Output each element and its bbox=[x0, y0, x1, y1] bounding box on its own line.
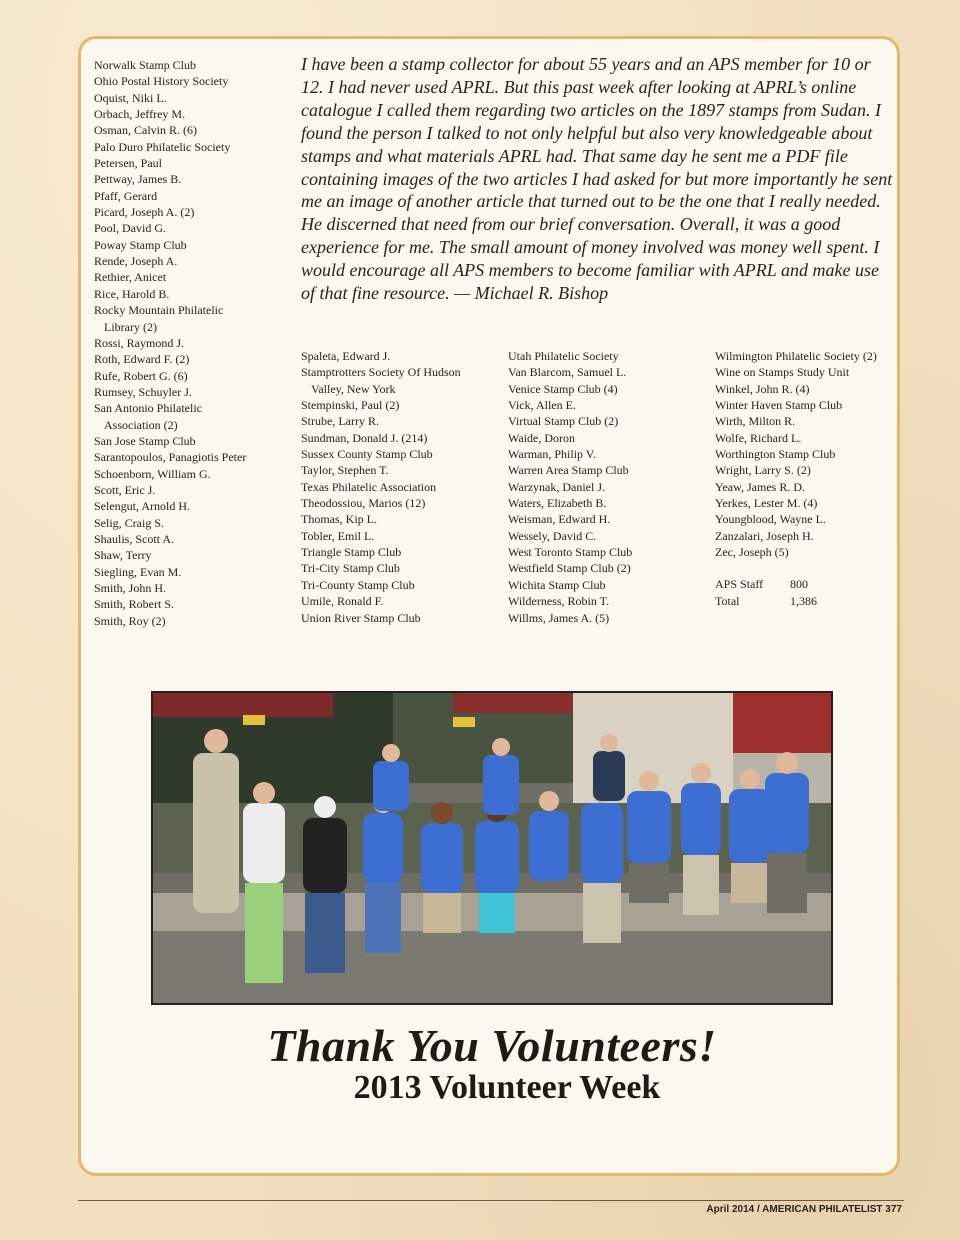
list-item: Waters, Elizabeth B. bbox=[508, 496, 607, 511]
list-item: Worthington Stamp Club bbox=[715, 447, 836, 462]
list-item: Selengut, Arnold H. bbox=[94, 499, 190, 514]
list-item: Westfield Stamp Club (2) bbox=[508, 561, 631, 576]
list-item: Union River Stamp Club bbox=[301, 610, 421, 625]
list-item: Yeaw, James R. D. bbox=[715, 479, 805, 494]
list-item: Roth, Edward F. (2) bbox=[94, 352, 190, 367]
list-item: Rocky Mountain Philatelic bbox=[94, 303, 224, 318]
list-item: Osman, Calvin R. (6) bbox=[94, 123, 197, 138]
list-item: Tri-City Stamp Club bbox=[301, 561, 400, 576]
list-item: Venice Stamp Club (4) bbox=[508, 381, 618, 396]
list-item: Wilderness, Robin T. bbox=[508, 594, 610, 609]
list-item: Strube, Larry R. bbox=[301, 414, 379, 429]
list-item: Stamptrotters Society Of Hudson bbox=[301, 365, 461, 380]
list-item: San Jose Stamp Club bbox=[94, 433, 196, 448]
list-item: Wine on Stamps Study Unit bbox=[715, 365, 850, 380]
content-card bbox=[78, 36, 900, 1176]
list-item: Umile, Ronald F. bbox=[301, 594, 384, 609]
list-item: Vick, Allen E. bbox=[508, 398, 576, 413]
hours-summary bbox=[715, 576, 817, 610]
list-item: Warman, Philip V. bbox=[508, 447, 596, 462]
list-item: Library (2) bbox=[104, 319, 157, 334]
page-headline: Thank You Volunteers! bbox=[267, 1020, 717, 1071]
list-item: Zec, Joseph (5) bbox=[715, 545, 789, 560]
aps-staff-label: APS Staff bbox=[715, 577, 764, 591]
list-item: Thomas, Kip L. bbox=[301, 512, 377, 527]
page-footer: April 2014 / AMERICAN PHILATELIST 377 bbox=[706, 1204, 902, 1215]
volunteer-list-column-4 bbox=[715, 348, 905, 560]
list-item: Wolfe, Richard L. bbox=[715, 430, 802, 445]
list-item: Spaleta, Edward J. bbox=[301, 349, 391, 363]
list-item: Siegling, Evan M. bbox=[94, 564, 182, 579]
list-item: Rethier, Anicet bbox=[94, 270, 167, 285]
list-item: Pool, David G. bbox=[94, 221, 166, 236]
list-item: Rice, Harold B. bbox=[94, 286, 170, 301]
list-item: Association (2) bbox=[104, 417, 178, 432]
volunteer-list-column-1 bbox=[94, 57, 284, 629]
page-subheadline: 2013 Volunteer Week bbox=[353, 1069, 661, 1106]
list-item: Utah Philatelic Society bbox=[508, 349, 619, 363]
list-item: Willms, James A. (5) bbox=[508, 610, 610, 625]
list-item: Sarantopoulos, Panagiotis Peter bbox=[94, 450, 247, 465]
volunteer-list-column-2 bbox=[301, 348, 491, 626]
list-item: Selig, Craig S. bbox=[94, 515, 165, 530]
list-item: Warren Area Stamp Club bbox=[508, 463, 629, 478]
list-item: Weisman, Edward H. bbox=[508, 512, 611, 527]
list-item: Winter Haven Stamp Club bbox=[715, 398, 843, 413]
list-item: Smith, Robert S. bbox=[94, 597, 175, 612]
list-item: Rende, Joseph A. bbox=[94, 254, 178, 269]
list-item: Scott, Eric J. bbox=[94, 482, 156, 497]
volunteer-group-photo bbox=[151, 691, 833, 1005]
list-item: Taylor, Stephen T. bbox=[301, 463, 389, 478]
list-item: Theodossiou, Marios (12) bbox=[301, 496, 426, 511]
list-item: Van Blarcom, Samuel L. bbox=[508, 365, 627, 380]
list-item: Virtual Stamp Club (2) bbox=[508, 414, 619, 429]
list-item: Oquist, Niki L. bbox=[94, 90, 167, 105]
list-item: Pettway, James B. bbox=[94, 172, 182, 187]
list-item: Smith, John H. bbox=[94, 581, 167, 595]
list-item: Wirth, Milton R. bbox=[715, 414, 796, 429]
list-item: Wessely, David C. bbox=[508, 528, 597, 543]
list-item: Tri-County Stamp Club bbox=[301, 577, 415, 592]
list-item: Zanzalari, Joseph H. bbox=[715, 528, 814, 543]
list-item: Wright, Larry S. (2) bbox=[715, 463, 811, 478]
list-item: Youngblood, Wayne L. bbox=[715, 512, 826, 527]
list-item: Warzynak, Daniel J. bbox=[508, 479, 605, 494]
list-item: Sundman, Donald J. (214) bbox=[301, 430, 428, 445]
list-item: Triangle Stamp Club bbox=[301, 545, 402, 560]
aps-staff-row bbox=[715, 576, 817, 593]
list-item: Tobler, Emil L. bbox=[301, 528, 375, 543]
group-photo-illustration bbox=[153, 693, 831, 1003]
list-item: Shaulis, Scott A. bbox=[94, 531, 175, 546]
list-item: Wilmington Philatelic Society (2) bbox=[715, 349, 877, 363]
list-item: Waide, Doron bbox=[508, 430, 576, 445]
aps-staff-value: 800 bbox=[790, 577, 808, 591]
list-item: Picard, Joseph A. (2) bbox=[94, 205, 195, 220]
list-item: Rumsey, Schuyler J. bbox=[94, 384, 192, 399]
member-testimonial-quote: I have been a stamp collector for about 55 years and an APS member for 10 or 12. I had never used APRL. But this past week after looking at APRL’s online catalogue I called them regarding two articles on the 1897 stamps from Sudan. I found the person I talked to not only helpful but also very knowledgeable about stamps and what materials APRL had. That same day he sent me a PDF file containing images of the two articles I had asked for but more importantly he sent me an image of another article that turned out to be the one that I really needed. He discerned that need from our brief conversation. Overall, it was a good experience for me. The small amount of money involved was money well spent. I would encourage all APS members to become familiar with APRL and make use of that fine resource. — Michael R. Bishop bbox=[301, 54, 893, 304]
list-item: Rossi, Raymond J. bbox=[94, 335, 185, 350]
list-item: Winkel, John R. (4) bbox=[715, 381, 810, 396]
list-item: Pfaff, Gerard bbox=[94, 188, 158, 203]
total-value: 1,386 bbox=[790, 594, 817, 608]
list-item: West Toronto Stamp Club bbox=[508, 545, 633, 560]
volunteer-list-column-3 bbox=[508, 348, 698, 626]
list-item: Norwalk Stamp Club bbox=[94, 58, 196, 72]
list-item: Sussex County Stamp Club bbox=[301, 447, 433, 462]
total-row bbox=[715, 593, 817, 610]
list-item: Stempinski, Paul (2) bbox=[301, 398, 400, 413]
list-item: Petersen, Paul bbox=[94, 156, 162, 171]
list-item: Valley, New York bbox=[311, 381, 396, 396]
list-item: Ohio Postal History Society bbox=[94, 74, 229, 89]
list-item: Texas Philatelic Association bbox=[301, 479, 437, 494]
list-item: Schoenborn, William G. bbox=[94, 466, 211, 481]
list-item: Smith, Roy (2) bbox=[94, 613, 166, 628]
list-item: Yerkes, Lester M. (4) bbox=[715, 496, 818, 511]
list-item: Palo Duro Philatelic Society bbox=[94, 139, 231, 154]
list-item: Poway Stamp Club bbox=[94, 237, 187, 252]
footer-divider bbox=[78, 1200, 904, 1201]
list-item: Wichita Stamp Club bbox=[508, 577, 606, 592]
total-label: Total bbox=[715, 594, 740, 608]
list-item: San Antonio Philatelic bbox=[94, 401, 202, 416]
list-item: Rufe, Robert G. (6) bbox=[94, 368, 188, 383]
list-item: Shaw, Terry bbox=[94, 548, 152, 563]
list-item: Orbach, Jeffrey M. bbox=[94, 107, 186, 122]
